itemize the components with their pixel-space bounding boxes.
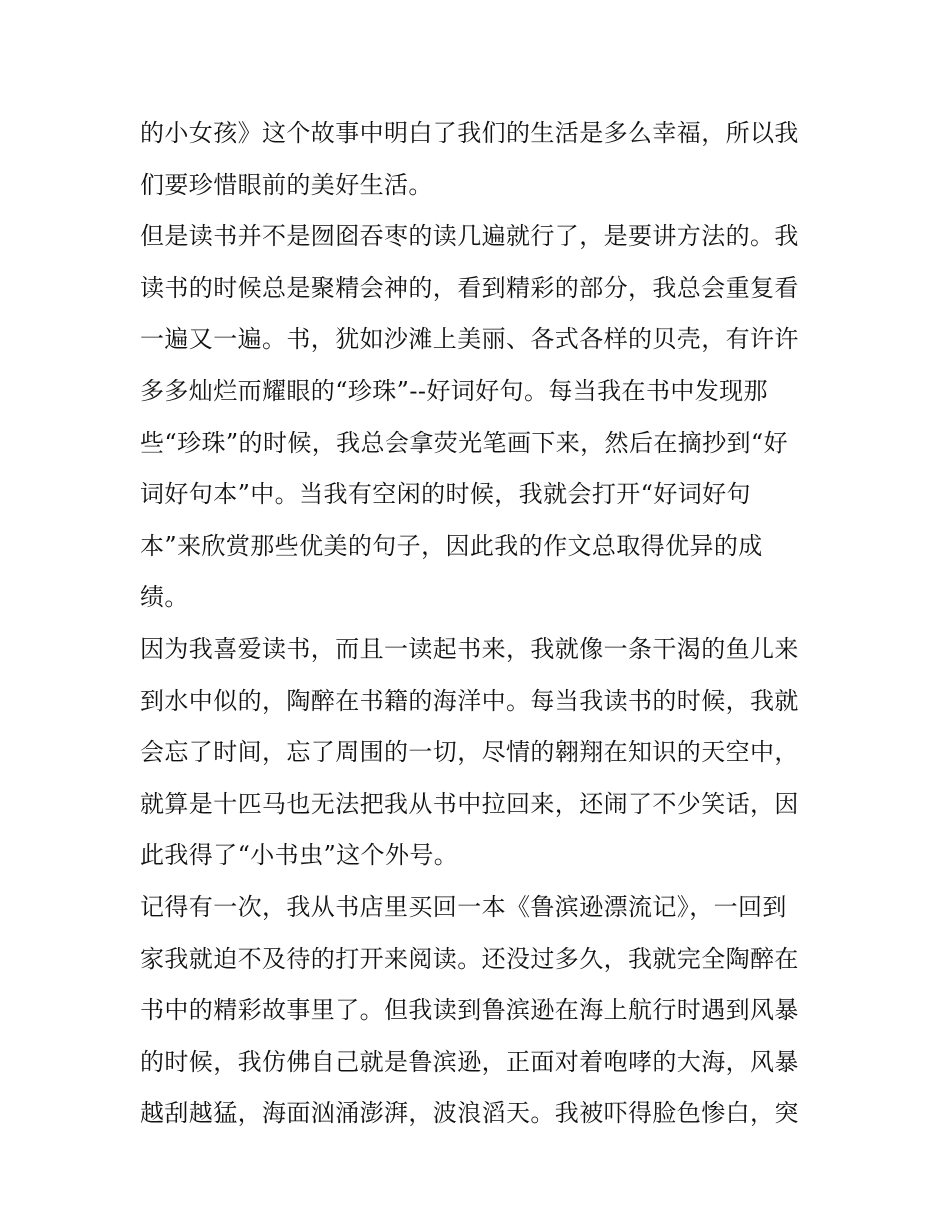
text-line: 些“珍珠”的时候，我总会拿荧光笔画下来，然后在摘抄到“好 xyxy=(140,428,789,457)
text-line: 的小女孩》这个故事中明白了我们的生活是多么幸福，所以我 xyxy=(140,119,799,147)
text-line: 本”来欣赏那些优美的句子，因此我的作文总取得优异的成 xyxy=(140,531,763,560)
text-line: 到水中似的，陶醉在书籍的海洋中。每当我读书的时候，我就 xyxy=(140,686,799,715)
text-line: 就算是十匹马也无法把我从书中拉回来，还闹了不少笑话，因 xyxy=(140,789,799,818)
body-text xyxy=(140,108,820,1140)
text-line: 读书的时候总是聚精会神的，看到精彩的部分，我总会重复看 xyxy=(140,273,799,302)
text-line: 一遍又一遍。书，犹如沙滩上美丽、各式各样的贝壳，有许许 xyxy=(140,325,799,354)
text-line: 的时候，我仿佛自己就是鲁滨逊，正面对着咆哮的大海，风暴 xyxy=(140,1047,799,1076)
text-line: 多多灿烂而耀眼的“珍珠”--好词好句。每当我在书中发现那 xyxy=(140,376,768,405)
text-line: 绩。 xyxy=(140,583,189,612)
text-line: 家我就迫不及待的打开来阅读。还没过多久，我就完全陶醉在 xyxy=(140,944,799,973)
text-line: 此我得了“小书虫”这个外号。 xyxy=(140,841,459,870)
text-line: 们要珍惜眼前的美好生活。 xyxy=(140,170,433,199)
text-line: 书中的精彩故事里了。但我读到鲁滨逊在海上航行时遇到风暴 xyxy=(140,996,799,1025)
text-line: 越刮越猛，海面汹涌澎湃，波浪滔天。我被吓得脸色惨白，突 xyxy=(140,1099,799,1128)
text-line: 记得有一次，我从书店里买回一本《鲁滨逊漂流记》，一回到 xyxy=(140,892,787,921)
text-line: 会忘了时间，忘了周围的一切，尽情的翱翔在知识的天空中， xyxy=(140,738,799,767)
text-line: 因为我喜爱读书，而且一读起书来，我就像一条干渴的鱼儿来 xyxy=(140,634,799,663)
text-line: 词好句本”中。当我有空闲的时候，我就会打开“好词好句 xyxy=(140,480,751,509)
text-line: 但是读书并不是囫囵吞枣的读几遍就行了，是要讲方法的。我 xyxy=(140,222,799,251)
